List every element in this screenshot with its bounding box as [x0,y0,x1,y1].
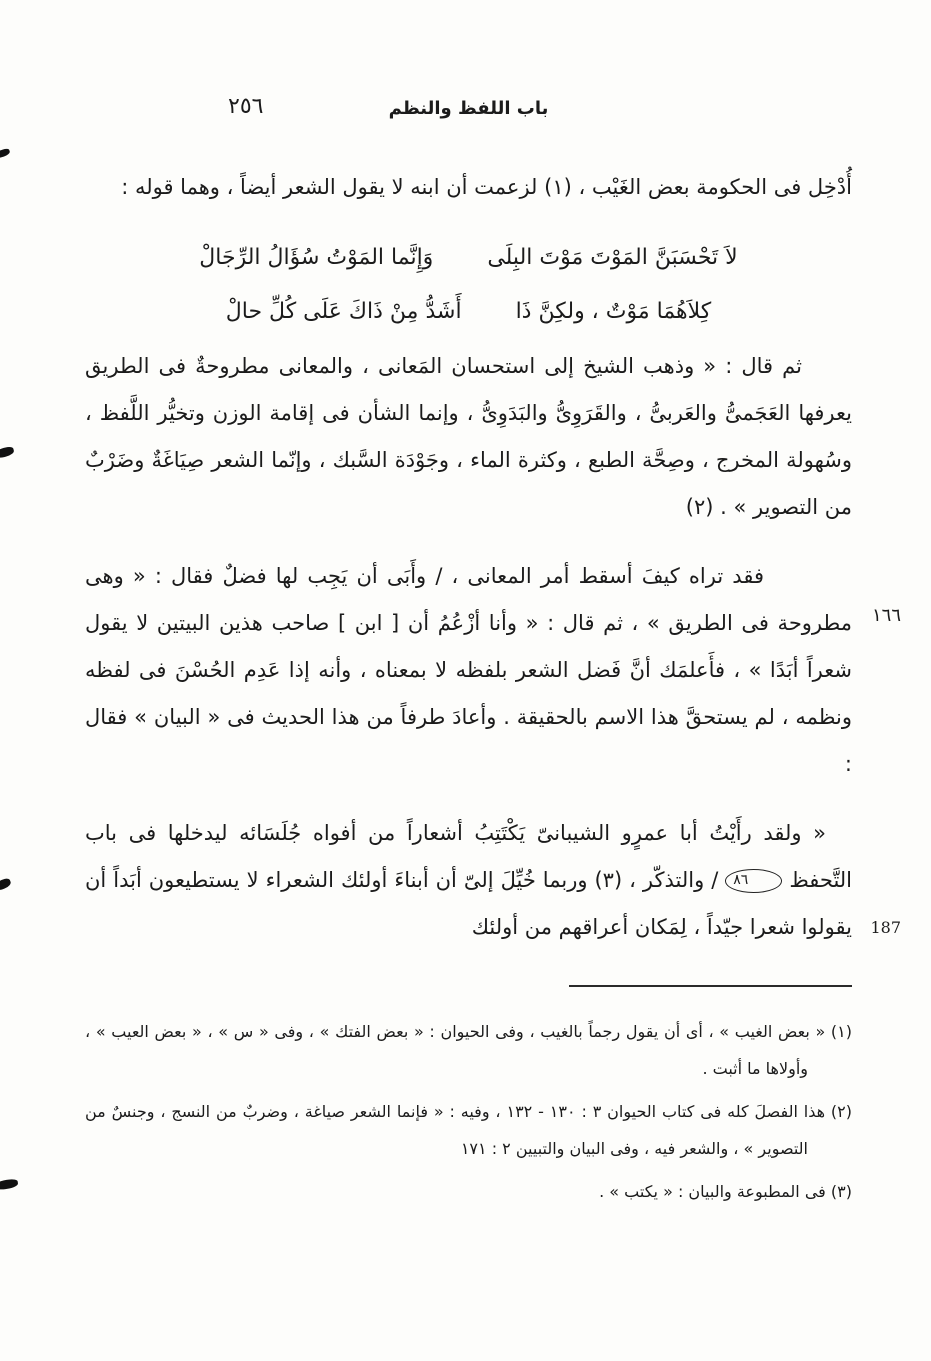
footnotes-section [85,1013,852,1210]
page-number: ٢٥٦ [228,94,264,119]
paragraph-bayan-quote [85,810,852,951]
paragraph-intro: أُدْخِل فى الحكومة بعض الغَيْب ، (١) لزعمت أن ابنه لا يقول الشعر أيضاً ، وهما قوله : [121,175,852,199]
paragraph-quote-jahiz: ثم قال : « وذهب الشيخ إلى استحسان المَعانى ، والمعانى مطروحةٌ فى الطريق يعرفها العَجَمىُّ والعَربىُّ ، والقَرَوِىُّ والبَدَوِىُّ ، وإنما الشأن فى إقامة الوزن وتخيُّر اللَّفظ ، وسُهولة المخرج ، وصِحَّة الطبع ، وكثرة الماء ، وجَوْدَة السَّبك ، وإنّما الشعر صِيَاغَةٌ وضَرْبٌ من التصوير » . (٢) [85,354,852,519]
scan-artifact [0,148,11,160]
bayan-quote-part-2: / والتذكّر ، (٣) وربما خُيِّلَ إلىّ أن أبناءَ أولئك الشعراء لا يستطيعون أبَداً أن يقولوا شعرا جيّداً ، لِمَكان أعراقهم من أولئك [85,868,852,939]
chapter-title: باب اللفظ والنظم [388,98,549,119]
folio-number-circled: ٨٦ [725,869,782,893]
footnote-divider [569,985,852,987]
verse-2-hemistich-left: أَشَدُّ مِنْ ذَاكَ عَلَى كُلِّ حالْ [225,299,462,324]
page-header [0,94,931,126]
footnote-1: (١) « بعض الغيب » ، أى أن يقول رجماً بالغيب ، وفى الحيوان : « بعض الفتك » ، وفى « س » ، « بعض العيب » ، وأولاها ما أثبت . [85,1022,852,1078]
bayan-quote-part-1: « ولقد رأَيْتُ أبا عمرٍو الشيبانىّ يَكْتَتِبُ أشعاراً من أفواه جُلَسَائه ليدخلها فى باب التَّحفظ [85,821,853,892]
verse-2-hemistich-right: كِلاَهُمَا مَوْتٌ ، ولكِنَّ ذَا [515,299,712,324]
margin-ref-166: ١٦٦ [871,605,901,626]
margin-ref-187: 187 [870,918,901,937]
footnote-2: (٢) هذا الفصلَ كله فى كتاب الحيوان ٣ : ١٣٠ - ١٣٢ ، وفيه : « فإنما الشعر صياغة ، وضربٌ من النسج ، وجنسٌ من التصوير » ، والشعر فيه ، وفى البيان والتبيين ٢ : ١٧١ [85,1102,853,1158]
poem-verse-2 [85,285,852,339]
verse-1-hemistich-left: وَإِنَّما المَوْتُ سُؤَالُ الرِّجَالْ [199,245,434,270]
poem-verse-1 [85,231,852,285]
poem-block [85,231,852,339]
paragraph-commentary: فقد تراه كيفَ أسقط أمر المعانى ، / وأَبَى أن يَجِب لها فضلٌ فقال : « وهى مطروحة فى الطريق » ، ثم قال : « وأنا أزْعُمُ أن [ ابن ] صاحب هذين البيتين لا يقول شعراً أبَدًا » ، فأَعلمَك أنَّ فَضل الشعر بلفظه لا بمعناه ، وأنه إذا عَدِم الحُسْنَ فى لفظه ونظمه ، لم يستحقَّ هذا الاسم بالحقيقة . وأعادَ طرفاً من هذا الحديث فى « البيان » فقال : [85,564,852,776]
page-body [0,164,931,1210]
footnote-3: (٣) فى المطبوعة والبيان : « يكتب » . [599,1182,852,1201]
verse-1-hemistich-right: لاَ تَحْسَبَنَّ المَوْتَ مَوْتَ البِلَى [487,245,738,270]
